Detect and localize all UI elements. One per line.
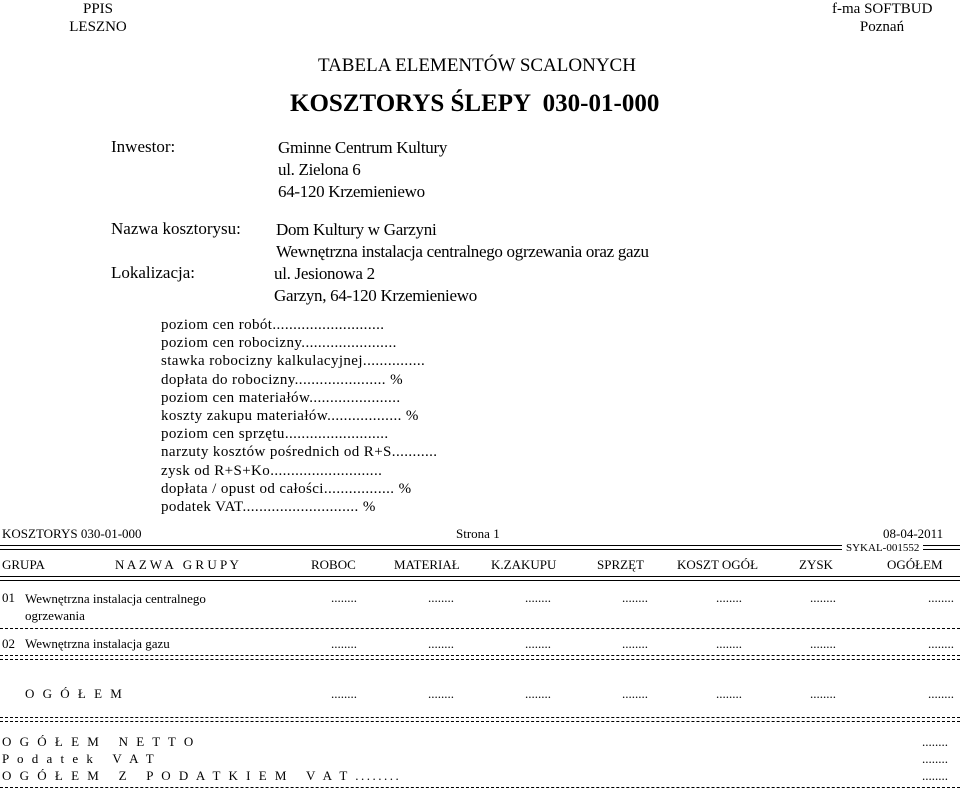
net-total-label: O G Ó Ł E M N E T T O xyxy=(2,734,196,749)
double-rule xyxy=(0,576,960,581)
col-header-name: N A Z W A G R U P Y xyxy=(115,557,239,572)
location-line: Garzyn, 64-120 Krzemieniewo xyxy=(274,286,477,305)
page-number: Strona 1 xyxy=(456,526,500,541)
total-value: ........ xyxy=(428,686,454,701)
row-value: ........ xyxy=(622,636,648,651)
total-value: ........ xyxy=(928,686,954,701)
parameters-list xyxy=(161,316,437,516)
issuer-block xyxy=(60,0,136,36)
dashed-rule xyxy=(0,628,960,629)
row-value: ........ xyxy=(810,590,836,605)
col-header-group: GRUPA xyxy=(2,557,45,572)
col-header-profit: ZYSK xyxy=(799,557,833,572)
col-header-material: MATERIAŁ xyxy=(394,557,460,572)
col-header-purchase: K.ZAKUPU xyxy=(491,557,557,572)
dashed-double-rule xyxy=(0,655,960,660)
estimate-number: KOSZTORYS 030-01-000 xyxy=(2,526,142,541)
document-title: TABELA ELEMENTÓW SCALONYCH xyxy=(318,55,636,76)
software-line1: f-ma SOFTBUD xyxy=(832,1,933,17)
investor-label: Inwestor: xyxy=(111,137,176,156)
total-label: O G Ó Ł E M xyxy=(25,686,125,701)
system-code: SYKAL-001552 xyxy=(842,542,923,554)
param-item: dopłata do robocizny...................... % xyxy=(161,371,403,388)
vat-label: P o d a t e k V A T xyxy=(2,751,157,766)
estimate-name-line: Dom Kultury w Garzyni xyxy=(276,220,437,239)
row-value: ........ xyxy=(428,590,454,605)
total-value: ........ xyxy=(622,686,648,701)
param-item: poziom cen robocizny....................... xyxy=(161,335,397,352)
param-item: podatek VAT............................ % xyxy=(161,499,376,516)
gross-total-value: ........ xyxy=(922,768,948,783)
col-header-equipment: SPRZĘT xyxy=(597,557,644,572)
document-subtitle: KOSZTORYS ŚLEPY 030-01-000 xyxy=(290,90,660,117)
row-value: ........ xyxy=(716,636,742,651)
issuer-line2: LESZNO xyxy=(69,19,127,35)
investor-value xyxy=(278,137,447,203)
double-rule xyxy=(0,545,960,550)
location-value xyxy=(274,263,477,307)
row-value: ........ xyxy=(622,590,648,605)
param-item: koszty zakupu materiałów.................. % xyxy=(161,408,419,425)
row-value: ........ xyxy=(928,590,954,605)
param-item: poziom cen robót........................... xyxy=(161,317,385,333)
param-item: stawka robocizny kalkulacyjnej............... xyxy=(161,353,426,370)
row-value: ........ xyxy=(928,636,954,651)
row-value: ........ xyxy=(331,590,357,605)
row-value: ........ xyxy=(525,636,551,651)
row-name: Wewnętrzna instalacja gazu xyxy=(25,636,170,651)
dashed-rule xyxy=(0,787,960,788)
param-item: zysk od R+S+Ko........................... xyxy=(161,462,383,479)
row-name xyxy=(25,590,206,624)
estimate-name-value xyxy=(276,219,649,263)
row-value: ........ xyxy=(331,636,357,651)
total-value: ........ xyxy=(810,686,836,701)
row-value: ........ xyxy=(428,636,454,651)
col-header-total: OGÓŁEM xyxy=(887,557,943,572)
investor-line: Gminne Centrum Kultury xyxy=(278,138,448,157)
print-date: 08-04-2011 xyxy=(883,526,944,541)
total-value: ........ xyxy=(716,686,742,701)
total-value: ........ xyxy=(525,686,551,701)
col-header-labor: ROBOC xyxy=(311,557,356,572)
location-line: ul. Jesionowa 2 xyxy=(274,264,375,283)
estimate-name-label: Nazwa kosztorysu: xyxy=(111,219,241,238)
total-value: ........ xyxy=(331,686,357,701)
row-value: ........ xyxy=(810,636,836,651)
col-header-total-cost: KOSZT OGÓŁ xyxy=(677,557,759,572)
param-item: poziom cen sprzętu......................... xyxy=(161,426,389,443)
row-name-line: Wewnętrzna instalacja centralnego xyxy=(25,591,206,606)
param-item: poziom cen materiałów...................... xyxy=(161,389,401,406)
net-total-value: ........ xyxy=(922,734,948,749)
row-name-line: ogrzewania xyxy=(25,608,85,623)
row-number: 01 xyxy=(2,590,15,605)
row-value: ........ xyxy=(525,590,551,605)
dashed-double-rule xyxy=(0,717,960,722)
software-block xyxy=(832,0,932,36)
vat-value: ........ xyxy=(922,751,948,766)
issuer-line1: PPIS xyxy=(82,1,114,17)
estimate-name-line: Wewnętrzna instalacja centralnego ogrzewania oraz gazu xyxy=(276,242,649,261)
location-label: Lokalizacja: xyxy=(111,263,196,282)
param-item: dopłata / opust od całości................. % xyxy=(161,480,412,497)
gross-total-label: O G Ó Ł E M Z P O D A T K I E M V A T ........ xyxy=(2,768,402,783)
param-item: narzuty kosztów pośrednich od R+S........... xyxy=(161,444,438,461)
investor-line: 64-120 Krzemieniewo xyxy=(278,182,425,201)
row-number: 02 xyxy=(2,636,15,651)
row-value: ........ xyxy=(716,590,742,605)
software-line2: Poznań xyxy=(859,19,905,35)
investor-line: ul. Zielona 6 xyxy=(278,160,361,179)
